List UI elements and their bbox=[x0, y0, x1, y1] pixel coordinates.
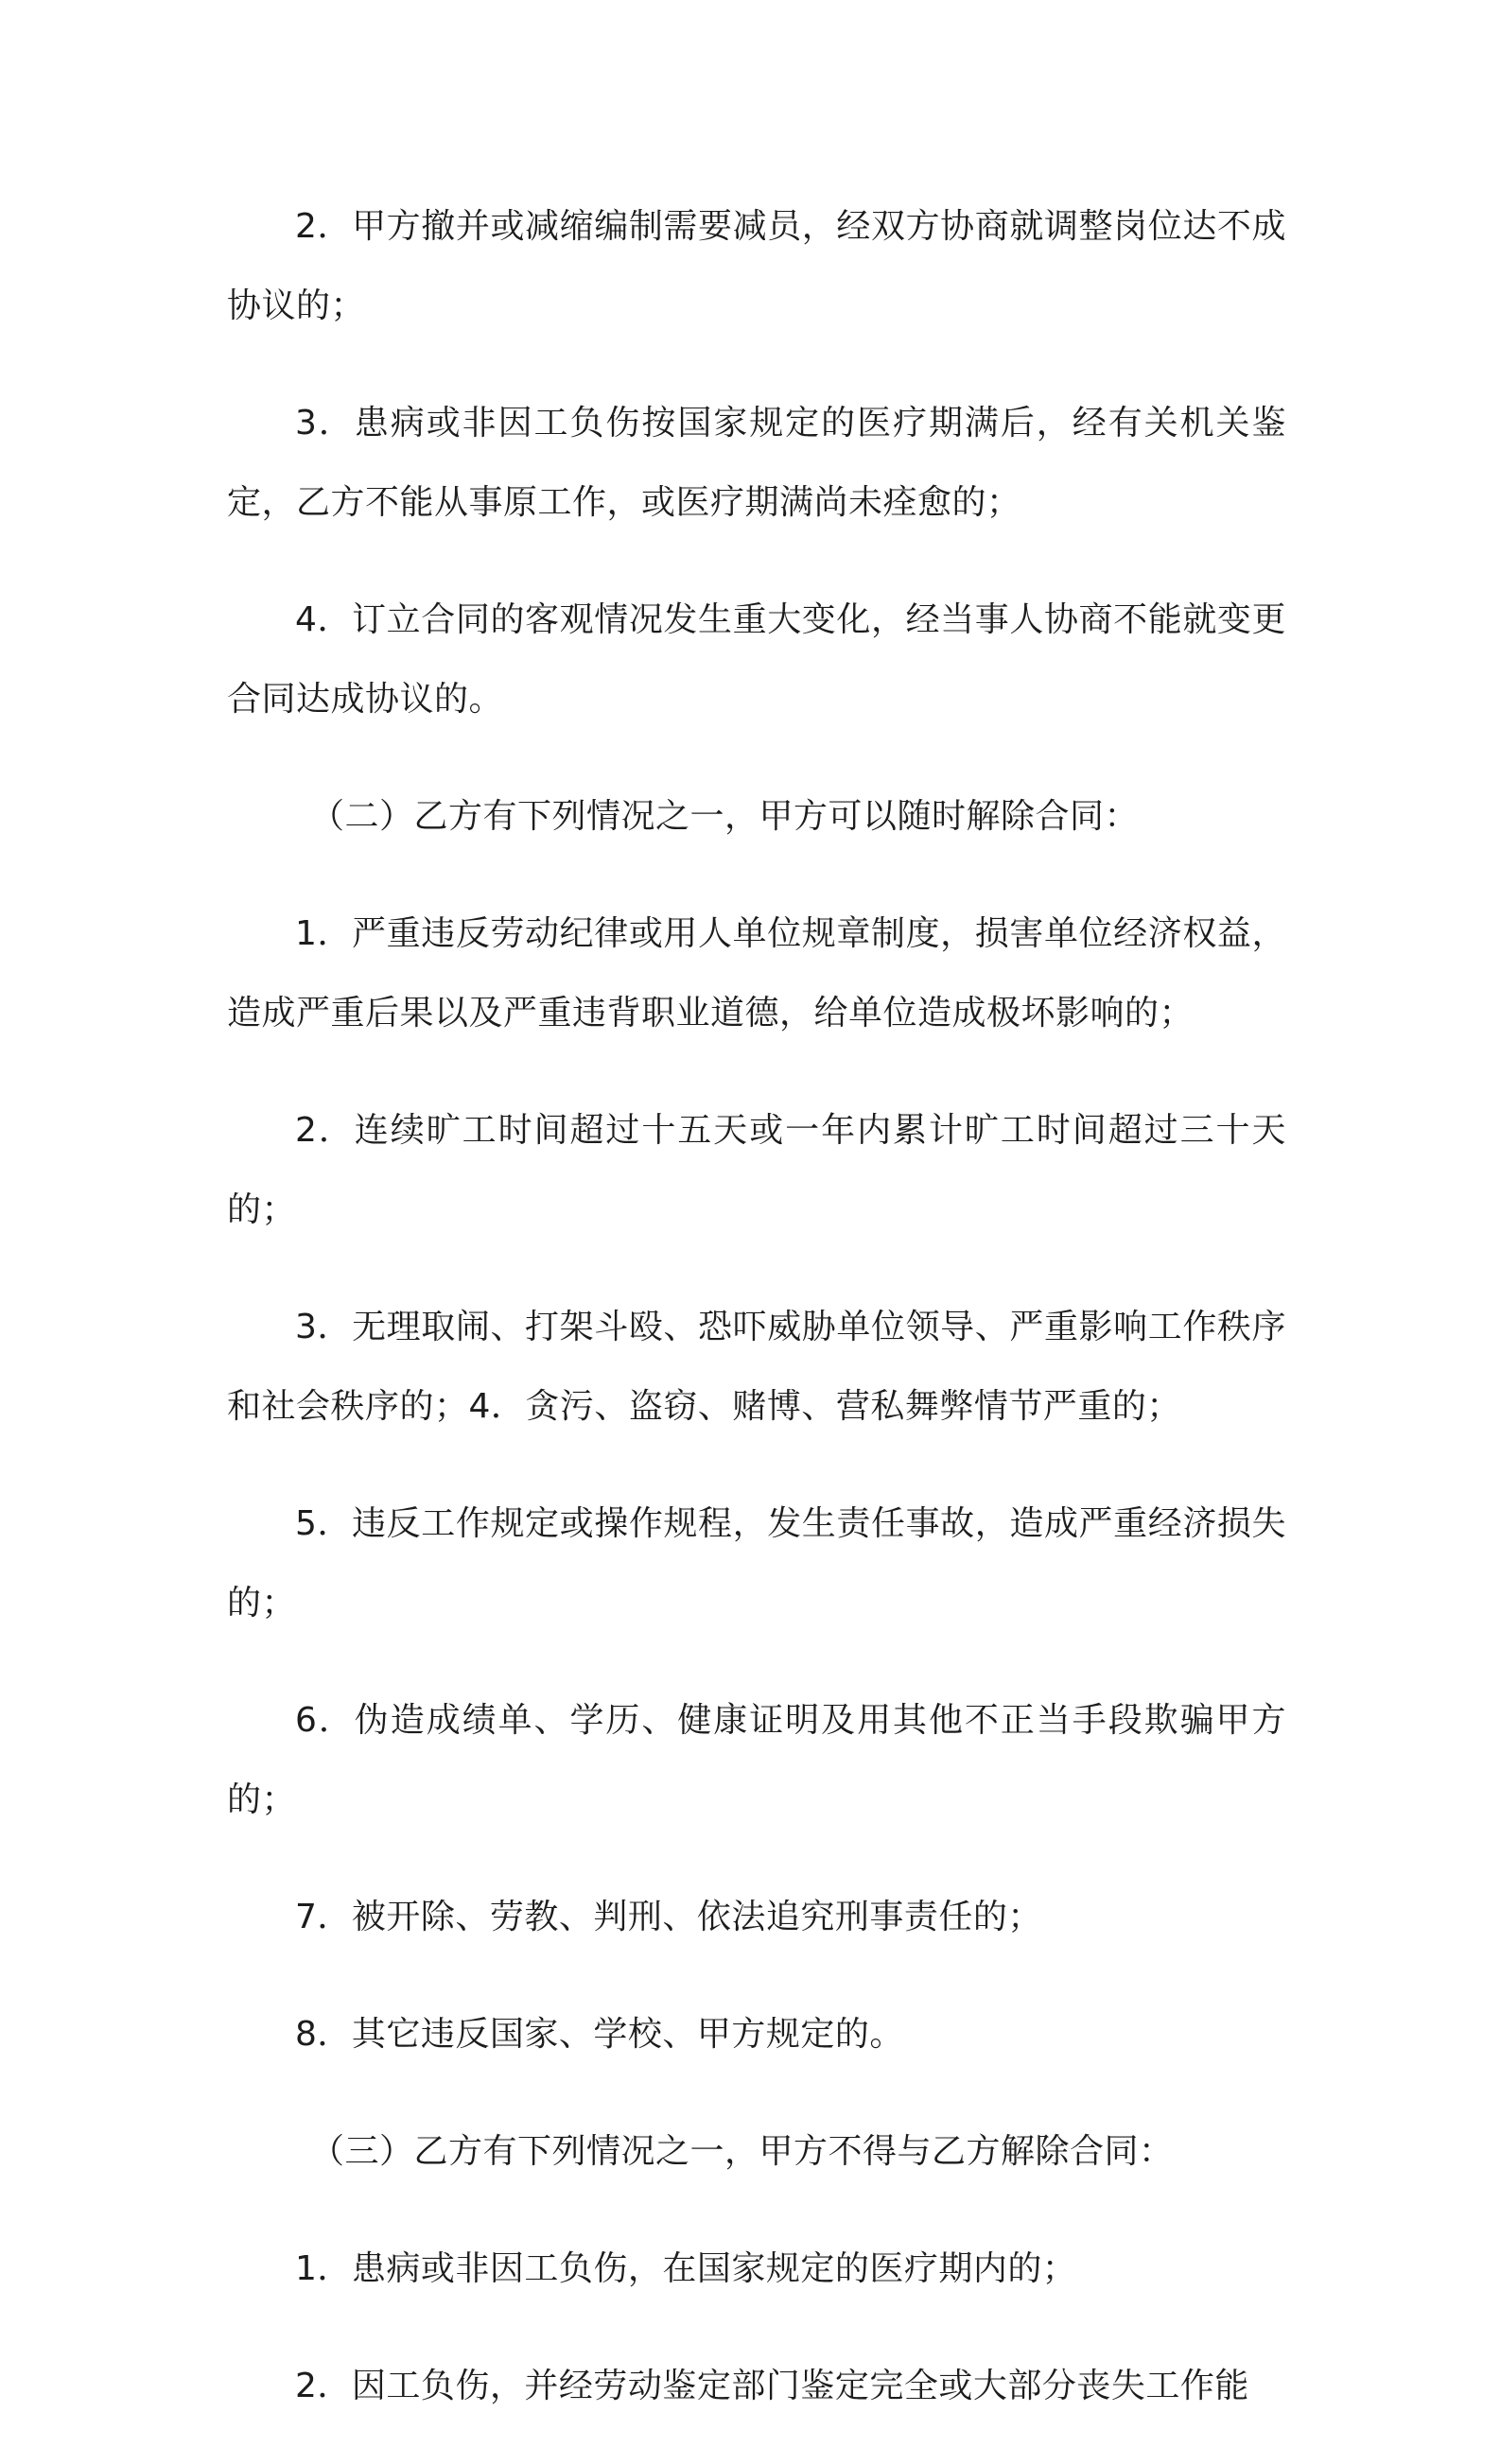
clause-paragraph: 3．无理取闹、打架斗殴、恐吓威胁单位领导、严重影响工作秩序和社会秩序的；4．贪污、盗窃、赌博、营私舞弊情节严重的； bbox=[227, 1308, 1286, 1426]
clause-paragraph: 8．其它违反国家、学校、甲方规定的。 bbox=[295, 2015, 904, 2054]
clause-paragraph: 5．违反工作规定或操作规程，发生责任事故，造成严重经济损失的； bbox=[227, 1504, 1286, 1622]
section-heading: （三）乙方有下列情况之一，甲方不得与乙方解除合同： bbox=[310, 2132, 1174, 2171]
clause-paragraph: 2．因工负伤，并经劳动鉴定部门鉴定完全或大部分丧失工作能 bbox=[295, 2367, 1249, 2405]
section-heading: （二）乙方有下列情况之一，甲方可以随时解除合同： bbox=[310, 797, 1140, 836]
clause-paragraph: 6．伪造成绩单、学历、健康证明及用其他不正当手段欺骗甲方的； bbox=[227, 1701, 1286, 1819]
clause-paragraph: 3．患病或非因工负伤按国家规定的医疗期满后，经有关机关鉴定，乙方不能从事原工作，或医疗期满尚未痊愈的； bbox=[227, 404, 1286, 522]
clause-paragraph: 7．被开除、劳教、判刑、依法追究刑事责任的； bbox=[295, 1898, 1042, 1936]
clause-paragraph: 2．连续旷工时间超过十五天或一年内累计旷工时间超过三十天的； bbox=[227, 1111, 1286, 1229]
clause-paragraph: 4．订立合同的客观情况发生重大变化，经当事人协商不能就变更合同达成协议的。 bbox=[227, 600, 1286, 719]
clause-paragraph: 2．甲方撤并或减缩编制需要减员，经双方协商就调整岗位达不成协议的； bbox=[227, 207, 1286, 325]
clause-paragraph: 1．严重违反劳动纪律或用人单位规章制度，损害单位经济权益，造成严重后果以及严重违背职业道德，给单位造成极坏影响的； bbox=[227, 914, 1286, 1032]
clause-paragraph: 1．患病或非因工负伤，在国家规定的医疗期内的； bbox=[295, 2249, 1077, 2288]
document-body bbox=[227, 187, 1286, 2464]
